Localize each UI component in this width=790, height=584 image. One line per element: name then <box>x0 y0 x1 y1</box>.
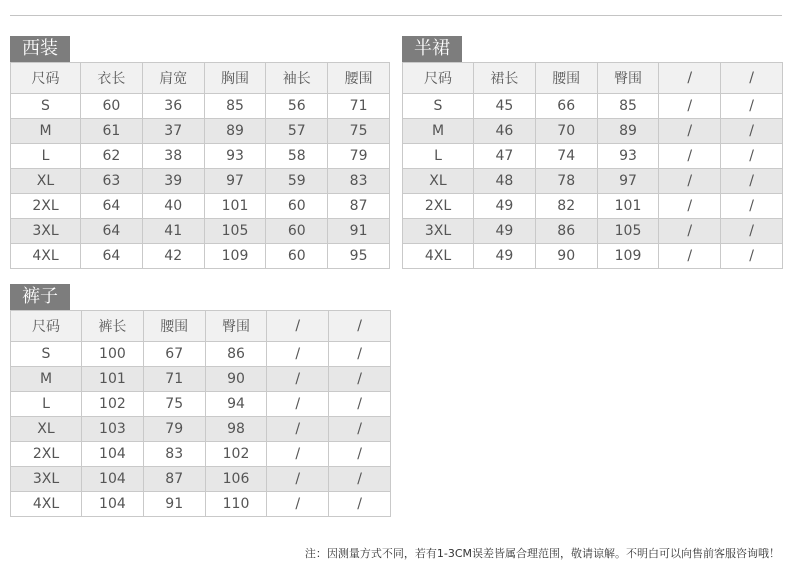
table-cell: / <box>267 417 329 442</box>
table-cell: L <box>11 144 81 169</box>
table-header-row <box>11 311 391 342</box>
table-cell: / <box>721 94 783 119</box>
table-cell: / <box>267 492 329 517</box>
table-cell: 75 <box>328 119 390 144</box>
header-cell: 腰围 <box>143 311 205 342</box>
table-cell: 104 <box>82 492 144 517</box>
table-row <box>403 119 783 144</box>
table-cell: 70 <box>535 119 597 144</box>
table-cell: S <box>11 342 82 367</box>
table-cell: 93 <box>597 144 659 169</box>
header-cell: 胸围 <box>204 63 266 94</box>
table-cell: 45 <box>474 94 536 119</box>
table-row <box>11 467 391 492</box>
table-cell: 87 <box>143 467 205 492</box>
table-cell: 110 <box>205 492 267 517</box>
table-cell: 83 <box>143 442 205 467</box>
table-cell: / <box>659 144 721 169</box>
table-cell: 4XL <box>403 244 474 269</box>
table-cell: 39 <box>142 169 204 194</box>
table-cell: / <box>659 244 721 269</box>
table-cell: 57 <box>266 119 328 144</box>
table-cell: 49 <box>474 194 536 219</box>
header-cell: 尺码 <box>403 63 474 94</box>
table-row <box>403 94 783 119</box>
table-row <box>11 442 391 467</box>
table-cell: 2XL <box>11 194 81 219</box>
table-row <box>11 492 391 517</box>
table-cell: 2XL <box>11 442 82 467</box>
table-cell: / <box>659 119 721 144</box>
table-cell: 58 <box>266 144 328 169</box>
table-cell: 3XL <box>11 219 81 244</box>
table-cell: 94 <box>205 392 267 417</box>
table-cell: 3XL <box>403 219 474 244</box>
header-cell: 裙长 <box>474 63 536 94</box>
table-cell: 79 <box>143 417 205 442</box>
table-cell: / <box>267 342 329 367</box>
table-cell: / <box>329 492 391 517</box>
table-cell: 93 <box>204 144 266 169</box>
skirt-section-title: 半裙 <box>402 36 462 62</box>
table-cell: 49 <box>474 244 536 269</box>
table-row <box>403 194 783 219</box>
table-cell: / <box>267 467 329 492</box>
header-cell: / <box>721 63 783 94</box>
suit-size-table <box>10 62 390 269</box>
table-cell: / <box>721 194 783 219</box>
table-cell: 60 <box>266 194 328 219</box>
table-cell: / <box>659 219 721 244</box>
table-header-row <box>403 63 783 94</box>
table-cell: 75 <box>143 392 205 417</box>
table-cell: 106 <box>205 467 267 492</box>
table-cell: / <box>329 467 391 492</box>
table-row <box>11 144 390 169</box>
table-row <box>11 219 390 244</box>
skirt-size-section <box>402 36 783 269</box>
table-cell: M <box>11 119 81 144</box>
table-cell: 91 <box>143 492 205 517</box>
header-cell: 肩宽 <box>142 63 204 94</box>
table-cell: 74 <box>535 144 597 169</box>
table-cell: L <box>11 392 82 417</box>
table-cell: 95 <box>328 244 390 269</box>
table-cell: 71 <box>143 367 205 392</box>
table-cell: XL <box>11 417 82 442</box>
table-cell: 64 <box>81 194 143 219</box>
table-cell: XL <box>11 169 81 194</box>
table-cell: 82 <box>535 194 597 219</box>
header-cell: / <box>659 63 721 94</box>
pants-size-table <box>10 310 391 517</box>
table-cell: 98 <box>205 417 267 442</box>
header-cell: 臀围 <box>597 63 659 94</box>
table-cell: XL <box>403 169 474 194</box>
table-cell: 38 <box>142 144 204 169</box>
skirt-size-table <box>402 62 783 269</box>
table-cell: 2XL <box>403 194 474 219</box>
table-row <box>11 367 391 392</box>
table-row <box>403 169 783 194</box>
measurement-note: 注：因测量方式不同，若有1-3CM误差皆属合理范围，敬请谅解。不明白可以向售前客服咨询哦！ <box>304 547 780 560</box>
suit-section-title: 西装 <box>10 36 70 62</box>
table-cell: L <box>403 144 474 169</box>
table-cell: / <box>329 392 391 417</box>
table-cell: 46 <box>474 119 536 144</box>
header-cell: 腰围 <box>328 63 390 94</box>
table-cell: S <box>403 94 474 119</box>
table-cell: 48 <box>474 169 536 194</box>
table-cell: 61 <box>81 119 143 144</box>
table-cell: / <box>721 219 783 244</box>
table-cell: 66 <box>535 94 597 119</box>
header-cell: 臀围 <box>205 311 267 342</box>
header-cell: / <box>329 311 391 342</box>
table-cell: 40 <box>142 194 204 219</box>
table-cell: 47 <box>474 144 536 169</box>
header-cell: 腰围 <box>535 63 597 94</box>
table-cell: 103 <box>82 417 144 442</box>
top-divider <box>10 15 782 16</box>
table-row <box>403 244 783 269</box>
table-row <box>11 94 390 119</box>
table-cell: 85 <box>597 94 659 119</box>
table-row <box>403 219 783 244</box>
table-cell: 56 <box>266 94 328 119</box>
table-cell: 41 <box>142 219 204 244</box>
table-cell: / <box>329 442 391 467</box>
table-cell: 62 <box>81 144 143 169</box>
table-cell: / <box>659 169 721 194</box>
table-cell: 104 <box>82 467 144 492</box>
table-cell: 36 <box>142 94 204 119</box>
header-cell: 衣长 <box>81 63 143 94</box>
header-cell: 袖长 <box>266 63 328 94</box>
table-cell: 3XL <box>11 467 82 492</box>
table-cell: 90 <box>535 244 597 269</box>
table-cell: / <box>659 94 721 119</box>
table-cell: 89 <box>204 119 266 144</box>
table-cell: 79 <box>328 144 390 169</box>
table-cell: 101 <box>597 194 659 219</box>
table-cell: 85 <box>204 94 266 119</box>
table-cell: M <box>11 367 82 392</box>
table-cell: / <box>721 119 783 144</box>
table-cell: 97 <box>597 169 659 194</box>
table-cell: 71 <box>328 94 390 119</box>
table-cell: 91 <box>328 219 390 244</box>
header-cell: / <box>267 311 329 342</box>
table-cell: 104 <box>82 442 144 467</box>
table-row <box>11 169 390 194</box>
table-cell: 105 <box>204 219 266 244</box>
table-cell: 109 <box>597 244 659 269</box>
table-row <box>11 119 390 144</box>
table-cell: / <box>267 392 329 417</box>
table-cell: M <box>403 119 474 144</box>
table-row <box>11 342 391 367</box>
table-cell: 4XL <box>11 244 81 269</box>
pants-size-section <box>10 284 391 517</box>
table-cell: / <box>659 194 721 219</box>
table-cell: / <box>267 442 329 467</box>
table-cell: 89 <box>597 119 659 144</box>
table-cell: 101 <box>204 194 266 219</box>
table-header-row <box>11 63 390 94</box>
table-row <box>11 417 391 442</box>
header-cell: 裤长 <box>82 311 144 342</box>
table-cell: 86 <box>205 342 267 367</box>
table-cell: 105 <box>597 219 659 244</box>
table-cell: 63 <box>81 169 143 194</box>
table-cell: 42 <box>142 244 204 269</box>
table-cell: 60 <box>266 244 328 269</box>
pants-section-title: 裤子 <box>10 284 70 310</box>
table-cell: 101 <box>82 367 144 392</box>
table-cell: / <box>721 244 783 269</box>
table-cell: 102 <box>82 392 144 417</box>
table-cell: 97 <box>204 169 266 194</box>
table-cell: 64 <box>81 244 143 269</box>
table-cell: 83 <box>328 169 390 194</box>
table-row <box>11 392 391 417</box>
table-cell: 90 <box>205 367 267 392</box>
table-row <box>403 144 783 169</box>
table-cell: 64 <box>81 219 143 244</box>
table-cell: S <box>11 94 81 119</box>
table-row <box>11 244 390 269</box>
suit-size-section <box>10 36 390 269</box>
table-cell: 87 <box>328 194 390 219</box>
table-cell: 100 <box>82 342 144 367</box>
table-cell: 109 <box>204 244 266 269</box>
table-cell: 37 <box>142 119 204 144</box>
table-cell: 4XL <box>11 492 82 517</box>
table-cell: 59 <box>266 169 328 194</box>
table-cell: 67 <box>143 342 205 367</box>
header-cell: 尺码 <box>11 63 81 94</box>
table-cell: / <box>329 367 391 392</box>
table-cell: 49 <box>474 219 536 244</box>
table-cell: 60 <box>81 94 143 119</box>
header-cell: 尺码 <box>11 311 82 342</box>
table-cell: / <box>721 144 783 169</box>
table-cell: 78 <box>535 169 597 194</box>
table-cell: 86 <box>535 219 597 244</box>
table-cell: / <box>329 342 391 367</box>
table-cell: / <box>329 417 391 442</box>
table-cell: 102 <box>205 442 267 467</box>
table-cell: / <box>721 169 783 194</box>
table-cell: / <box>267 367 329 392</box>
table-row <box>11 194 390 219</box>
table-cell: 60 <box>266 219 328 244</box>
